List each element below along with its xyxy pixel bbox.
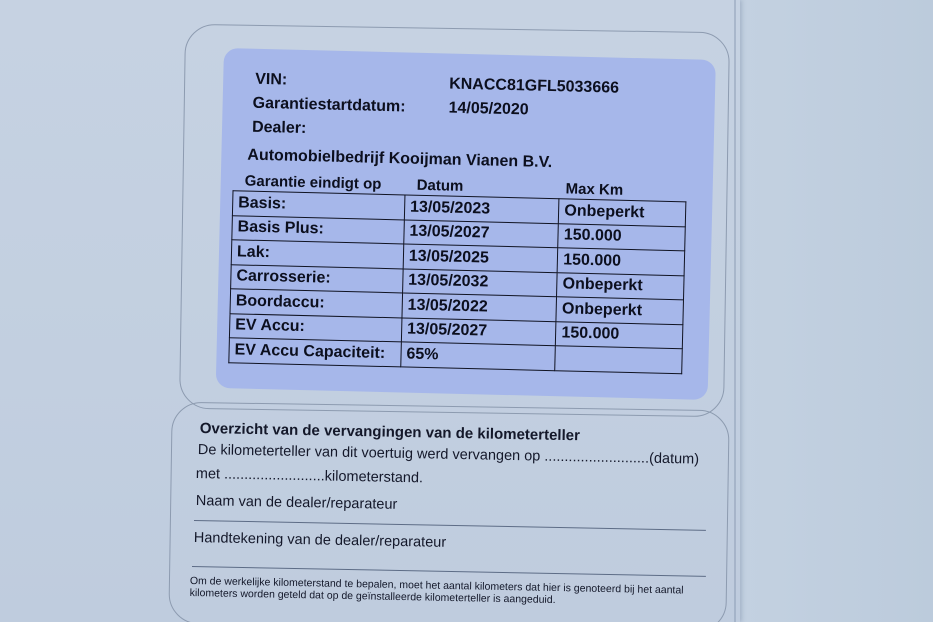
max-km-cell: Onbeperkt [557, 272, 684, 300]
date-cell: 13/05/2022 [402, 293, 557, 321]
date-cell: 13/05/2023 [404, 195, 559, 223]
coverage-cell: EV Accu Capaciteit: [229, 338, 401, 367]
dealer-name: Automobielbedrijf Kooijman Vianen B.V. [247, 146, 553, 172]
vin-value: KNACC81GFL5033666 [448, 75, 620, 97]
date-cell: 13/05/2027 [401, 317, 556, 345]
warranty-start-value: 14/05/2020 [448, 99, 529, 119]
max-km-cell [555, 346, 682, 374]
dealer-label: Dealer: [251, 118, 307, 138]
odometer-mileage-line: met .........................kilometerstand. [195, 466, 424, 487]
date-cell: 13/05/2027 [404, 219, 559, 247]
warranty-sticker [216, 48, 716, 400]
vin-label: VIN: [255, 70, 288, 89]
column-header-coverage: Garantie eindigt op [244, 172, 382, 193]
odometer-replaced-date-line: De kilometerteller van dit voertuig werd vervangen op ..........................(datum) [197, 442, 700, 468]
dealer-name-field-label: Naam van de dealer/reparateur [195, 493, 398, 513]
date-cell: 13/05/2032 [402, 268, 557, 296]
coverage-cell: Boordaccu: [230, 289, 402, 318]
coverage-cell: EV Accu: [229, 313, 401, 342]
odometer-form-note: Om de werkelijke kilometerstand te bepalen, moet het aantal kilometers dat hier is genoteerd bij het aantal kilometers worden geteld dat op de geïnstalleerde kilometerteller is aangeduid. [189, 575, 684, 607]
coverage-cell: Lak: [231, 240, 403, 269]
warranty-table [228, 190, 686, 374]
max-km-cell: 150.000 [557, 248, 684, 276]
coverage-cell: Basis: [232, 191, 404, 220]
max-km-cell: 150.000 [558, 223, 685, 251]
coverage-cell: Basis Plus: [232, 215, 404, 244]
booklet-spine [726, 0, 933, 622]
date-cell: 13/05/2025 [403, 244, 558, 272]
odometer-form-title: Overzicht van de vervangingen van de kilometerteller [199, 420, 581, 445]
column-header-date: Datum [416, 176, 464, 195]
max-km-cell: 150.000 [556, 321, 683, 349]
coverage-cell: Carrosserie: [231, 264, 403, 293]
dealer-signature-field-label: Handtekening van de dealer/reparateur [193, 530, 447, 551]
page-edge [734, 0, 736, 622]
warranty-start-label: Garantiestartdatum: [252, 94, 406, 116]
column-header-max-km: Max Km [565, 180, 624, 199]
max-km-cell: Onbeperkt [559, 199, 686, 227]
date-cell: 65% [401, 342, 556, 370]
max-km-cell: Onbeperkt [556, 297, 683, 325]
